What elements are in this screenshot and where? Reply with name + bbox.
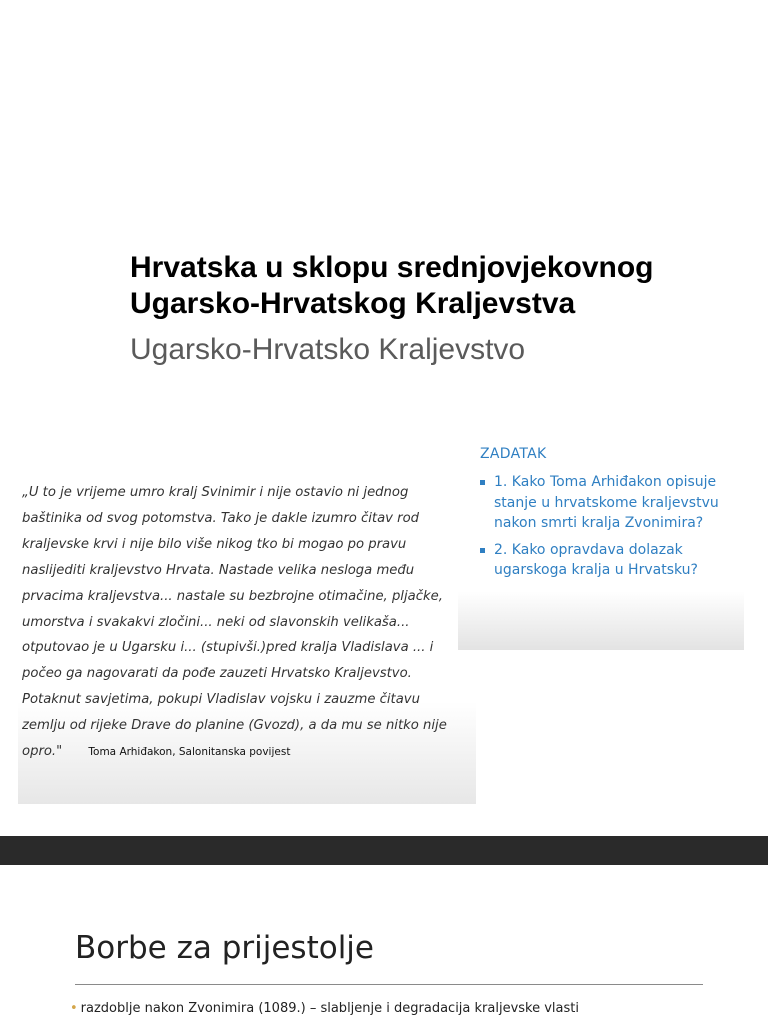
task-item xyxy=(478,540,740,581)
bullet-dot-icon: • xyxy=(70,1001,78,1016)
slide-2 xyxy=(0,865,768,1024)
slide-subtitle: Ugarsko-Hrvatsko Kraljevstvo xyxy=(130,333,526,366)
quote-box xyxy=(18,462,476,804)
square-bullet-icon xyxy=(480,480,485,485)
quote-line: opro." xyxy=(22,744,63,760)
title-underline xyxy=(75,984,703,985)
task-item-text: 2. Kako opravdava dolazak ugarskoga kralja u Hrvatsku? xyxy=(494,541,698,578)
slide-title xyxy=(130,250,760,322)
quote-line: kraljevske krvi i nije bilo više nikog tko bi mogao po pravu xyxy=(22,536,407,552)
quote-line: „U to je vrijeme umro kralj Svinimir i nije ostavio ni jednog xyxy=(22,485,409,500)
slide-title-line-2: Ugarsko-Hrvatskog Kraljevstva xyxy=(130,287,576,320)
task-item xyxy=(478,472,740,534)
task-item-text: 1. Kako Toma Arhiđakon opisuje stanje u hrvatskome kraljevstvu nakon smrti kralja Zvonimira? xyxy=(494,474,719,531)
quote-line: počeo ga nagovarati da pođe zauzeti Hrvatsko Kraljevstvo. xyxy=(22,666,412,682)
quote-line: umorstva i svakakvi zločini... neki od slavonskih velikaša... xyxy=(22,614,410,630)
slide-divider-bar xyxy=(0,836,768,865)
quote-line: otputovao je u Ugarsku i... (stupivši.)pred kralja Vladislava ... i xyxy=(22,640,434,656)
slide-2-title: Borbe za prijestolje xyxy=(75,930,374,966)
square-bullet-icon xyxy=(480,548,485,553)
quote-text xyxy=(22,480,472,766)
quote-line: prvacima kraljevstva... nastale su bezbrojne otimačine, pljačke, xyxy=(22,588,443,604)
quote-line: naslijediti kraljevstvo Hrvata. Nastade velika nesloga među xyxy=(22,562,415,578)
slide-2-bullet-text: razdoblje nakon Zvonimira (1089.) – slabljenje i degradacija kraljevske vlasti xyxy=(80,1001,579,1016)
quote-source: Toma Arhiđakon, Salonitanska povijest xyxy=(88,746,291,759)
quote-line: baštinika od svog potomstva. Tako je dakle izumro čitav rod xyxy=(22,510,420,526)
quote-line: Potaknut savjetima, pokupi Vladislav vojsku i zauzme čitavu xyxy=(22,692,420,708)
task-list xyxy=(478,472,740,587)
task-box xyxy=(458,440,744,650)
slide-2-bullet xyxy=(70,1001,579,1016)
quote-line: zemlju od rijeke Drave do planine (Gvozd), a da mu se nitko nije xyxy=(22,718,447,734)
slide-title-line-1: Hrvatska u sklopu srednjovjekovnog xyxy=(130,251,654,284)
task-heading: ZADATAK xyxy=(480,446,547,462)
